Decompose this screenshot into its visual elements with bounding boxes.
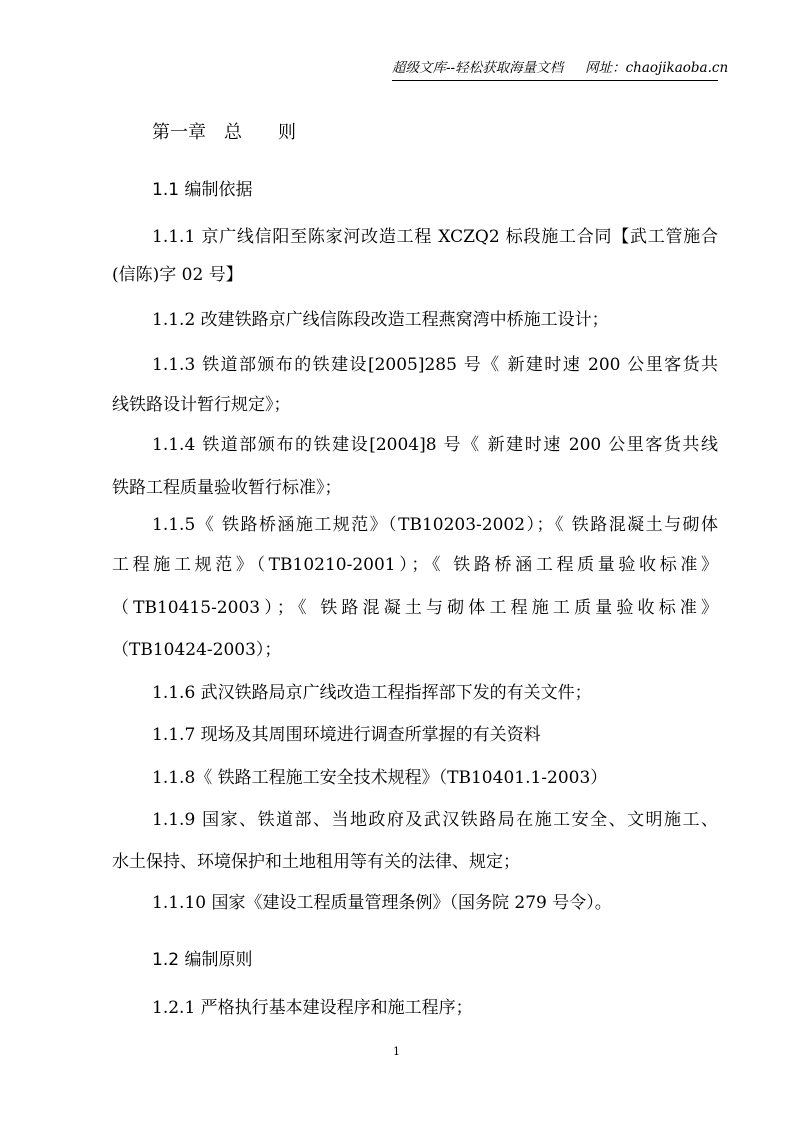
paragraph-line: 线铁路设计暂行规定》；: [112, 395, 291, 415]
paragraph-line: 工程施工规范》（TB10210-2001）；《 铁路桥涵工程质量验收标准》: [112, 555, 718, 575]
section-title: 1.2 编制原则: [152, 950, 253, 970]
chapter-title: 第一章 总 则: [152, 122, 296, 143]
paragraph-line: （TB10415-2003）；《 铁路混凝土与砌体工程施工质量验收标准》: [112, 598, 718, 618]
paragraph-line: 1.2.1 严格执行基本建设程序和施工程序；: [152, 998, 473, 1018]
paragraph-line: 铁路工程质量验收暂行标准》；: [112, 478, 342, 498]
page-header: [392, 56, 729, 81]
paragraph-line: 1.1.1 京广线信阳至陈家河改造工程 XCZQ2 标段施工合同【武工管施合: [152, 227, 718, 247]
section-title: 1.1 编制依据: [152, 180, 253, 200]
paragraph-line: 1.1.10 国家《建设工程质量管理条例》（国务院 279 号令）。: [152, 893, 612, 913]
paragraph-line: （TB10424-2003）；: [112, 640, 282, 660]
header-right: 网址：chaojikaoba.cn: [585, 60, 729, 76]
paragraph-line: (信陈)字 02 号】: [112, 265, 243, 285]
paragraph-line: 1.1.2 改建铁路京广线信陈段改造工程燕窝湾中桥施工设计；: [152, 310, 609, 330]
paragraph-line: 1.1.8《 铁路工程施工安全技术规程》（TB10401.1-2003）: [152, 768, 608, 788]
paragraph-line: 1.1.5《 铁路桥涵施工规范》（TB10203-2002）；《 铁路混凝土与砌体: [152, 515, 718, 535]
paragraph-line: 1.1.4 铁道部颁布的铁建设[2004]8 号《 新建时速 200 公里客货共线: [152, 435, 718, 455]
header-left: 超级文库--轻松获取海量文档: [392, 60, 564, 76]
paragraph-line: 1.1.6 武汉铁路局京广线改造工程指挥部下发的有关文件；: [152, 683, 592, 703]
paragraph-line: 水土保持、环境保护和土地租用等有关的法律、规定；: [112, 852, 520, 872]
page-number: 1: [393, 1045, 400, 1058]
paragraph-line: 1.1.7 现场及其周围环境进行调查所掌握的有关资料: [152, 725, 541, 745]
paragraph-line: 1.1.9 国家、铁道部、当地政府及武汉铁路局在施工安全、文明施工、: [152, 810, 718, 830]
paragraph-line: 1.1.3 铁道部颁布的铁建设[2005]285 号《 新建时速 200 公里客货共: [152, 355, 718, 375]
